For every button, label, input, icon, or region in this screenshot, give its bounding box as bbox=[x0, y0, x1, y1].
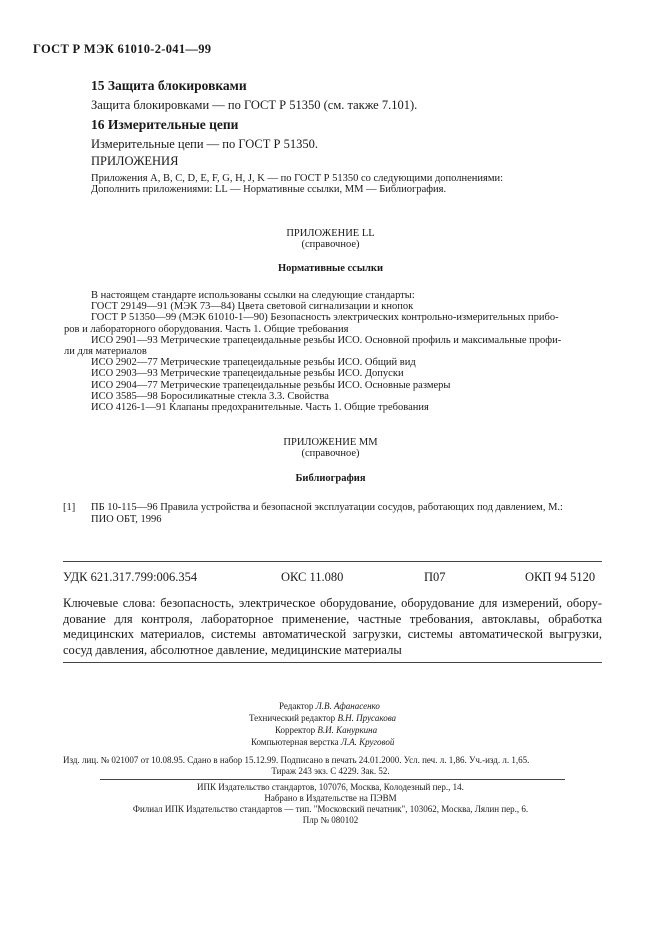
references-intro: В настоящем стандарте использованы ссылки на следующие стандарты: bbox=[91, 290, 415, 301]
bibliography-entry-line-2: ПИО ОБТ, 1996 bbox=[91, 514, 162, 525]
keywords-line: медицинских материалов, системы автоматической загрузки, системы автоматической выгрузки, bbox=[63, 627, 602, 641]
section-15-title: 15 Защита блокировками bbox=[91, 78, 247, 93]
appendices-heading: ПРИЛОЖЕНИЯ bbox=[91, 154, 179, 168]
imprint-divider bbox=[100, 779, 565, 780]
appendix-mm-subtitle: (справочное) bbox=[301, 448, 360, 459]
divider-top bbox=[63, 561, 602, 562]
reference-item: ИСО 2904—77 Метрические трапецеидальные резьбы ИСО. Основные размеры bbox=[91, 379, 451, 391]
appendix-ll-subtitle: (справочное) bbox=[301, 239, 360, 250]
udk-code: УДК 621.317.799:006.354 bbox=[63, 570, 198, 584]
oks-code: ОКС 11.080 bbox=[281, 570, 344, 584]
bibliography-entry-line-1: ПБ 10-115—96 Правила устройства и безопасной эксплуатации сосудов, работающих под давлением, М.: bbox=[91, 502, 563, 513]
reference-item: ИСО 3585—98 Боросиликатные стекла 3.3. Свойства bbox=[91, 390, 329, 402]
appendices-line-2: Дополнить приложениями: LL — Нормативные ссылки, ММ — Библиография. bbox=[91, 184, 447, 195]
corrector-name: В.И. Кануркина bbox=[317, 725, 378, 735]
reference-item: ИСО 2901—93 Метрические трапецеидальные резьбы ИСО. Основной профиль и максимальные профи- bbox=[91, 334, 562, 346]
reference-item: ГОСТ 29149—91 (МЭК 73—84) Цвета световой сигнализации и кнопок bbox=[91, 301, 414, 313]
tech-editor-name: В.Н. Прусакова bbox=[337, 713, 397, 723]
imprint-line: Плр № 080102 bbox=[302, 815, 359, 825]
keywords bbox=[63, 596, 602, 658]
keywords-line: дование для контроля, лабораторное применение, частные требования, автоклавы, обработка bbox=[63, 611, 602, 626]
print-info-line-2: Тираж 243 экз. С 4229. Зак. 52. bbox=[271, 766, 390, 776]
print-info-line-1: Изд. лиц. № 021007 от 10.08.95. Сдано в набор 15.12.99. Подписано в печать 24.01.2000. Усл. печ. л. 1,86. Уч.-изд. л. 1,65. bbox=[63, 755, 530, 765]
imprint-line: Набрано в Издательстве на ПЭВМ bbox=[264, 793, 397, 803]
keywords-line: сосуд давления, абсолютное давление, медицинские материалы bbox=[63, 642, 402, 657]
tech-editor-label: Технический редактор bbox=[249, 713, 336, 723]
reference-item: ИСО 2902—77 Метрические трапецеидальные резьбы ИСО. Общий вид bbox=[91, 357, 416, 369]
layout-label: Компьютерная верстка bbox=[251, 737, 339, 747]
appendix-ll-title: ПРИЛОЖЕНИЕ LL bbox=[286, 228, 375, 239]
keywords-line: Ключевые слова: безопасность, электрическое оборудование, оборудование для измерений, обору- bbox=[63, 596, 602, 610]
reference-item-continued: ли для материалов bbox=[64, 346, 147, 358]
p-code: П07 bbox=[424, 570, 446, 584]
reference-item: ГОСТ Р 51350—99 (МЭК 61010-1—90) Безопасность электрических контрольно-измерительных прибо- bbox=[91, 312, 559, 324]
divider-bottom bbox=[63, 662, 602, 663]
document-header: ГОСТ Р МЭК 61010-2-041—99 bbox=[33, 42, 212, 56]
editor-name: Л.В. Афанасенко bbox=[315, 701, 380, 711]
appendix-ll-heading: Нормативные ссылки bbox=[277, 263, 384, 274]
section-16-title: 16 Измерительные цепи bbox=[91, 117, 239, 132]
layout-name: Л.А. Круговой bbox=[340, 737, 395, 747]
section-15-text: Защита блокировками — по ГОСТ Р 51350 (см. также 7.101). bbox=[91, 98, 418, 112]
section-16-text: Измерительные цепи — по ГОСТ Р 51350. bbox=[91, 137, 318, 151]
normative-references bbox=[64, 290, 601, 414]
editor-label: Редактор bbox=[279, 701, 314, 711]
reference-item: ИСО 2903—93 Метрические трапецеидальные резьбы ИСО. Допуски bbox=[91, 368, 404, 380]
corrector-label: Корректор bbox=[275, 725, 316, 735]
reference-item: ИСО 4126-1—91 Клапаны предохранительные. Часть 1. Общие требования bbox=[91, 402, 429, 414]
reference-item-continued: ров и лабораторного оборудования. Часть 1. Общие требования bbox=[64, 323, 349, 335]
imprint-line: ИПК Издательство стандартов, 107076, Москва, Колодезный пер., 14. bbox=[197, 782, 464, 792]
appendices-line-1: Приложения А, В, С, D, Е, F, G, H, J, K — по ГОСТ Р 51350 со следующими дополнениями: bbox=[91, 173, 504, 184]
imprint-line: Филиал ИПК Издательство стандартов — тип. "Московский печатник", 103062, Москва, Лялин пер., 6. bbox=[132, 804, 529, 814]
okp-code: ОКП 94 5120 bbox=[525, 570, 596, 584]
bibliography-number: [1] bbox=[63, 502, 76, 513]
appendix-mm-title: ПРИЛОЖЕНИЕ ММ bbox=[283, 437, 378, 448]
appendix-mm-heading: Библиография bbox=[295, 473, 366, 484]
